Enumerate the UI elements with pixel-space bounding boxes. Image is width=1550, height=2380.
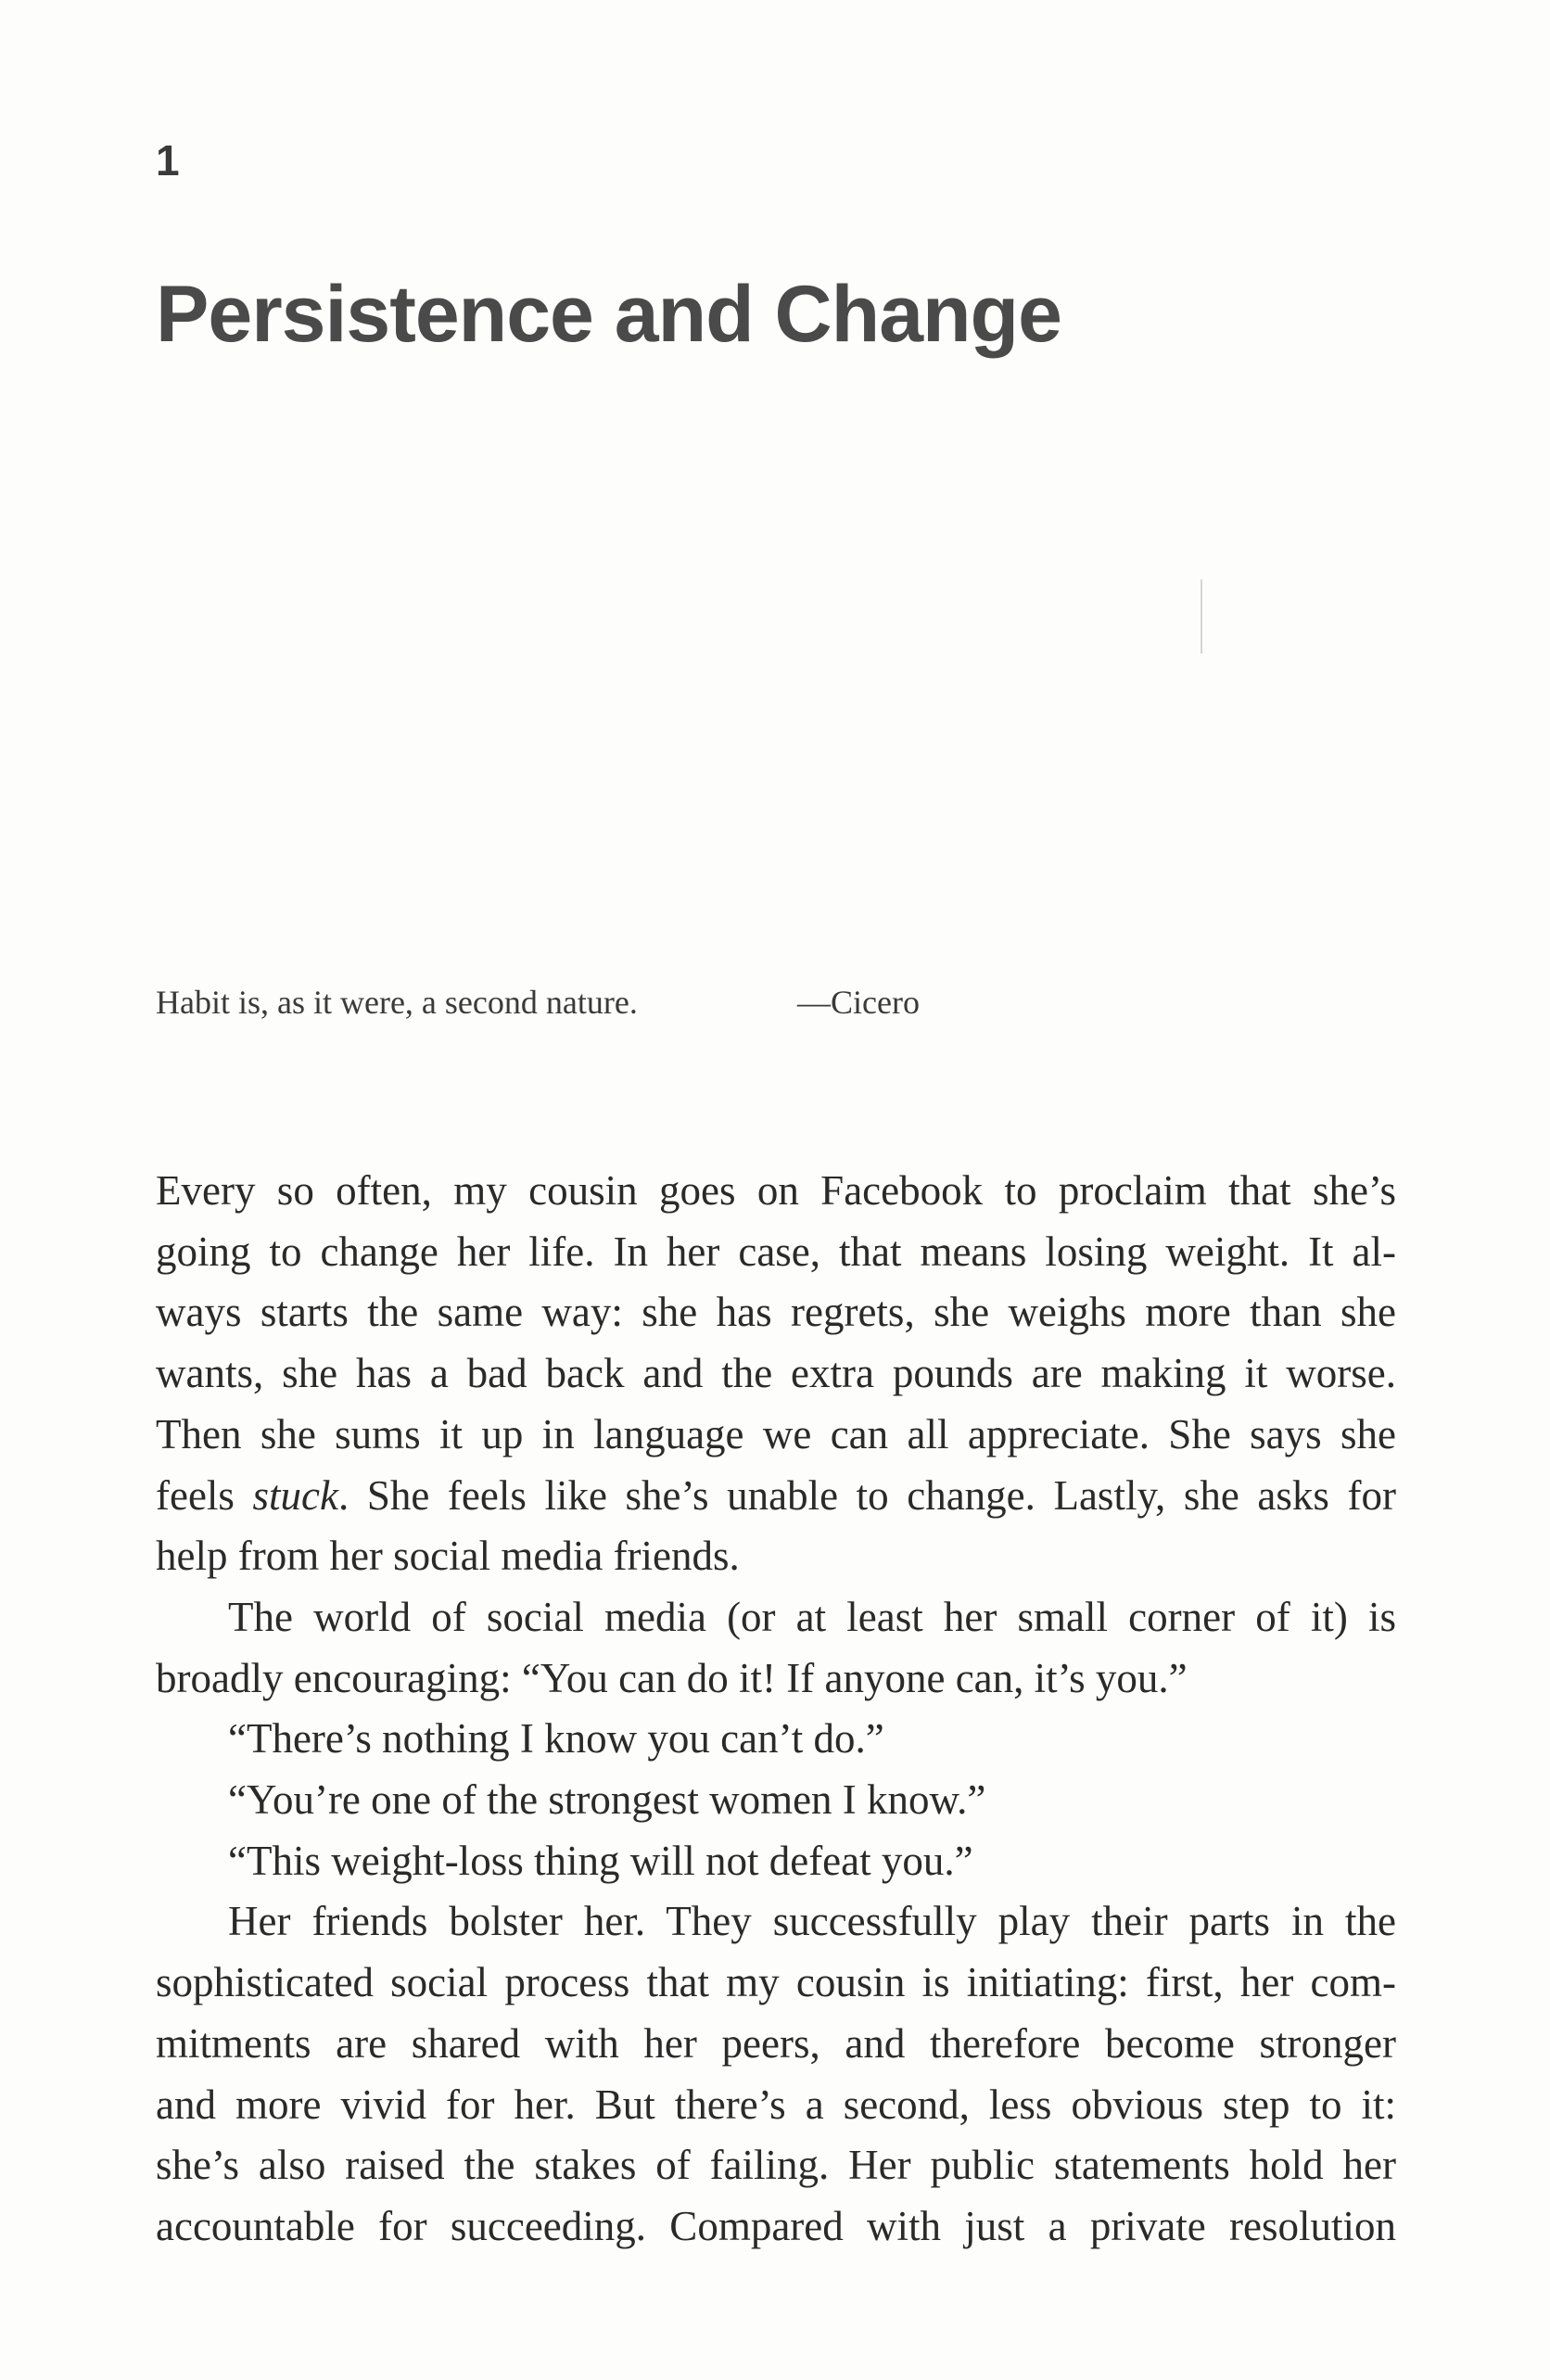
body-line: she’s also raised the stakes of failing. Her public statements hold her: [156, 2142, 1396, 2189]
body-line: Every so often, my cousin goes on Facebook to proclaim that she’s: [156, 1167, 1396, 1214]
body-line: sophisticated social process that my cousin is initiating: first, her com-: [156, 1959, 1396, 2006]
body-line: “You’re one of the strongest women I know.”: [228, 1776, 986, 1824]
body-line: Her friends bolster her. They successfully play their parts in the: [228, 1898, 1396, 1945]
chapter-title: Persistence and Change: [156, 270, 1061, 359]
body-line: help from her social media friends.: [156, 1533, 740, 1580]
body-line: ways starts the same way: she has regrets, she weighs more than she: [156, 1289, 1396, 1336]
body-line: Then she sums it up in language we can all appreciate. She says she: [156, 1410, 1396, 1457]
body-line-segment: feels: [156, 1471, 253, 1519]
body-text: [156, 1161, 1396, 2258]
body-line: and more vivid for her. But there’s a second, less obvious step to it:: [156, 2081, 1396, 2128]
body-line: broadly encouraging: “You can do it! If anyone can, it’s you.”: [156, 1654, 1188, 1701]
body-line: The world of social media (or at least her small corner of it) is: [228, 1593, 1396, 1640]
body-line: going to change her life. In her case, that means losing weight. It al-: [156, 1228, 1396, 1275]
body-line: mitments are shared with her peers, and therefore become stronger: [156, 2019, 1396, 2067]
body-line: wants, she has a bad back and the extra pounds are making it worse.: [156, 1350, 1396, 1397]
emphasis-word: stuck: [252, 1471, 338, 1519]
body-line-with-emphasis: [156, 1466, 1396, 1527]
epigraph-quote: Habit is, as it were, a second nature.: [156, 984, 638, 1021]
epigraph-author: —Cicero: [797, 984, 920, 1021]
body-line: accountable for succeeding. Compared with just a private resolution: [156, 2202, 1396, 2249]
scan-artifact-line: [1201, 579, 1202, 654]
body-line: “This weight-loss thing will not defeat you.”: [228, 1837, 973, 1884]
chapter-number: 1: [156, 136, 180, 185]
body-line: “There’s nothing I know you can’t do.”: [228, 1715, 884, 1763]
body-line-segment: . She feels like she’s unable to change. Lastly, she asks for: [338, 1471, 1396, 1519]
